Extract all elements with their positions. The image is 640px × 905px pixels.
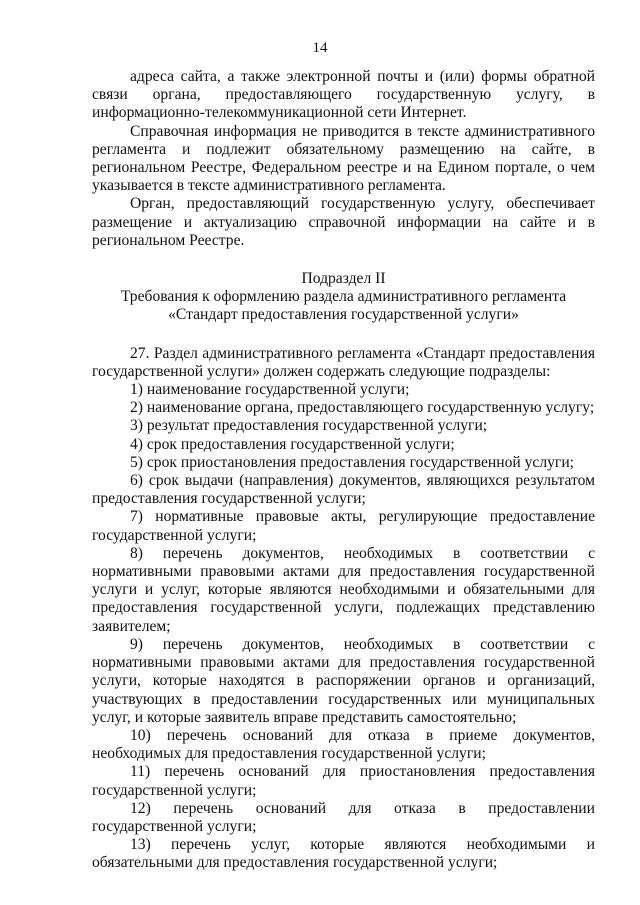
paragraph-27: 27. Раздел административного регламента «Стандарт предоставления государственной услуги» должен содержать следующие подразделы: bbox=[92, 344, 595, 380]
list-item: 5) срок приостановления предоставления государственной услуги; bbox=[130, 453, 575, 471]
subsection-title-line-1: Требования к оформлению раздела административного регламента bbox=[120, 288, 567, 306]
list-item: 4) срок предоставления государственной услуги; bbox=[130, 435, 455, 453]
subsection-label: Подраздел II bbox=[301, 270, 386, 288]
page-number: 14 bbox=[312, 40, 328, 56]
subsection-title-line-2: «Стандарт предоставления государственной услуги» bbox=[168, 306, 519, 324]
list-item: 11) перечень оснований для приостановления предоставления государственной услуги; bbox=[92, 763, 595, 799]
list-item: 3) результат предоставления государственной услуги; bbox=[130, 417, 488, 435]
list-item: 6) срок выдачи (направления) документов, являющихся результатом предоставления государственной услуги; bbox=[92, 472, 595, 508]
list-item: 13) перечень услуг, которые являются необходимыми и обязательными для предоставления государственной услуги; bbox=[92, 836, 595, 872]
list-item: 7) нормативные правовые акты, регулирующие предоставление государственной услуги; bbox=[92, 508, 595, 544]
intro-paragraph: Орган, предоставляющий государственную услугу, обеспечивает размещение и актуализацию справочной информации на сайте и в региональном Реестре. bbox=[92, 195, 595, 249]
list-item: 12) перечень оснований для отказа в предоставлении государственной услуги; bbox=[92, 799, 595, 835]
subsection-heading bbox=[92, 270, 595, 325]
list-item: 2) наименование органа, предоставляющего государственную услугу; bbox=[130, 399, 595, 417]
intro-paragraph: Справочная информация не приводится в тексте административного регламента и подлежит обязательному размещению на сайте, в региональном Реестре, Федеральном реестре и на Едином портале, о чем указывается в тексте административного регламента. bbox=[92, 122, 595, 195]
list-item: 1) наименование государственной услуги; bbox=[130, 381, 410, 399]
intro-paragraph: адреса сайта, а также электронной почты и (или) формы обратной связи органа, предоставляющего государственную услугу, в информационно-телекоммуникационной сети Интернет. bbox=[92, 68, 595, 122]
list-item: 8) перечень документов, необходимых в соответствии с нормативными правовыми актами для предоставления государственной услуги и услуг, которые являются необходимыми и обязательными для предоставления государственной услуги, подлежащих представлению заявителем; bbox=[92, 544, 595, 635]
list-item: 10) перечень оснований для отказа в приеме документов, необходимых для предоставления государственной услуги; bbox=[92, 726, 595, 763]
document-body bbox=[92, 68, 595, 873]
list-item: 9) перечень документов, необходимых в соответствии с нормативными правовыми актами для предоставления государственной услуги, которые находятся в распоряжении органов и организаций, участвующих в предоставлении государственных или муниципальных услуг, и которые заявитель вправе представить самостоятельно; bbox=[92, 635, 595, 726]
